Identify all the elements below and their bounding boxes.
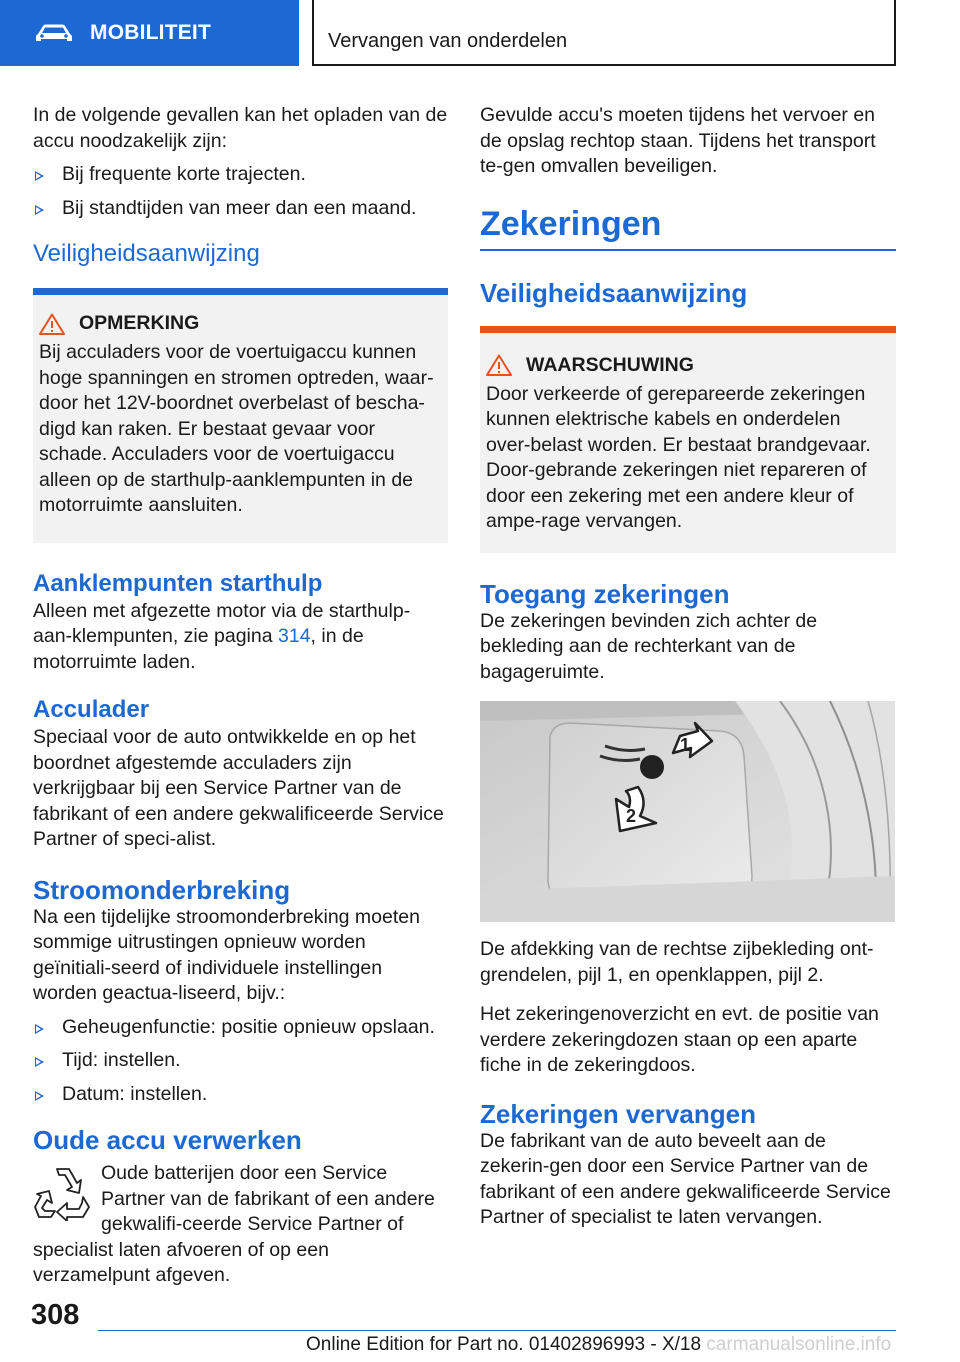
safety-heading: Veiligheidsaanwijzing <box>33 240 260 267</box>
interruption-heading: Stroomonderbreking <box>33 874 291 905</box>
warning-title-row <box>486 354 890 377</box>
arrow-1-label: 1 <box>680 735 691 755</box>
disposal-text: Oude batterijen door een Service Partner van de fabrikant of een andere gekwalifi-ceerde Service Partner of specialist laten afvoeren of op een verzamelpunt afgeven. <box>33 1162 435 1286</box>
chapter-header <box>312 0 896 66</box>
fuse-access-text: De zekeringen bevinden zich achter de bekleding aan de rechterkant van de bagageruimte. <box>480 609 818 683</box>
fuses-safety-heading: Veiligheidsaanwijzing <box>480 277 748 308</box>
footer-rule <box>98 1330 896 1331</box>
jump-start-text <box>33 599 448 676</box>
charger-heading: Acculader <box>33 696 150 723</box>
cover-text: De afdekking van de rechtse zijbekleding ont-grendelen, pijl 1, en openklappen, pijl 2. <box>480 938 874 986</box>
replace-fuses-heading: Zekeringen vervangen <box>480 1098 756 1129</box>
interruption-text: Na een tijdelijke stroomonderbreking moeten sommige uitrustingen opnieuw worden geïnitiali-seerd of individuele instellingen worden geactua-liseerd, bijv.: <box>33 905 420 1004</box>
page-link[interactable]: 314 <box>278 625 311 647</box>
right-column <box>480 103 896 1231</box>
warning-title: WAARSCHUWING <box>526 353 694 376</box>
section-label: MOBILITEIT <box>90 21 211 44</box>
jump-text-after: , in de motorruimte laden. <box>33 625 364 673</box>
list-item: Tijd: instellen. <box>33 1048 448 1074</box>
watermark: carmanualsonline.info <box>706 1334 892 1355</box>
replace-fuses-text: De fabrikant van de auto beveelt aan de zekerin-gen door een Service Partner van de fabrikant of een andere gekwalificeerde Service Partner of specialist te laten vervangen. <box>480 1129 891 1228</box>
warning-box <box>480 326 896 553</box>
notice-title-row <box>39 312 442 335</box>
overview-text: Het zekeringenoverzicht en evt. de positie van verdere zekeringdozen staan op een aparte fiche in de zekeringdoos. <box>480 1003 879 1076</box>
list-item: Bij standtijden van meer dan een maand. <box>33 196 448 222</box>
notice-box <box>33 288 448 543</box>
notice-title: OPMERKING <box>79 312 200 334</box>
warning-icon <box>486 354 512 376</box>
section-tab[interactable] <box>0 0 299 66</box>
fuses-heading: Zekeringen <box>480 204 662 243</box>
fuse-access-heading: Toegang zekeringen <box>480 578 730 609</box>
page-number: 308 <box>31 1299 80 1331</box>
disposal-heading: Oude accu verwerken <box>33 1125 302 1155</box>
recycle-icon <box>33 1163 93 1221</box>
jump-text-before: Alleen met afgezette motor via de starthulp-aan-klempunten, zie pagina <box>33 599 411 647</box>
edition-text: Online Edition for Part no. 01402896993 - X/18 <box>306 1334 702 1355</box>
intro-text: In de volgende gevallen kan het opladen van de accu noodzakelijk zijn: <box>33 104 448 152</box>
left-column <box>33 103 448 1289</box>
car-icon <box>34 22 74 44</box>
transport-text: Gevulde accu's moeten tijdens het vervoer en de opslag rechtop staan. Tijdens het transport te-gen omvallen beveiligen. <box>480 104 876 177</box>
heading-rule <box>480 249 896 251</box>
disposal-block <box>33 1161 448 1289</box>
chapter-title: Vervangen van onderdelen <box>328 30 568 52</box>
charger-text: Speciaal voor de auto ontwikkelde en op het boordnet afgestemde acculaders zijn verkrijgbaar bij een Service Partner van de fabrikant of een andere gekwalificeerde Service Partner of speci-alist. <box>33 726 444 850</box>
list-item: Geheugenfunctie: positie opnieuw opslaan. <box>33 1015 448 1041</box>
warning-icon <box>39 313 65 335</box>
intro-list <box>33 162 448 221</box>
list-item: Datum: instellen. <box>33 1082 448 1108</box>
jump-start-heading: Aanklempunten starthulp <box>33 569 323 597</box>
footer-text <box>306 1334 891 1356</box>
interruption-list <box>33 1015 448 1108</box>
warning-text: Door verkeerde of gerepareerde zekeringen kunnen elektrische kabels en onderdelen over-belast worden. Er bestaat brandgevaar. Door-gebrande zekeringen niet repareren of door een zekering met een andere kleur of ampe-rage vervangen. <box>486 382 871 532</box>
list-item: Bij frequente korte trajecten. <box>33 162 448 188</box>
fuse-cover-illustration <box>480 701 895 922</box>
arrow-2-label: 2 <box>626 806 637 826</box>
notice-text: Bij acculaders voor de voertuigaccu kunnen hoge spanningen en stromen optreden, waar-door het 12V-boordnet overbelast of bescha-digd kan raken. Er bestaat gevaar voor schade. Acculaders voor de voertuigaccu alleen op de starthulp-aanklempunten in de motorruimte aansluiten. <box>39 341 434 516</box>
